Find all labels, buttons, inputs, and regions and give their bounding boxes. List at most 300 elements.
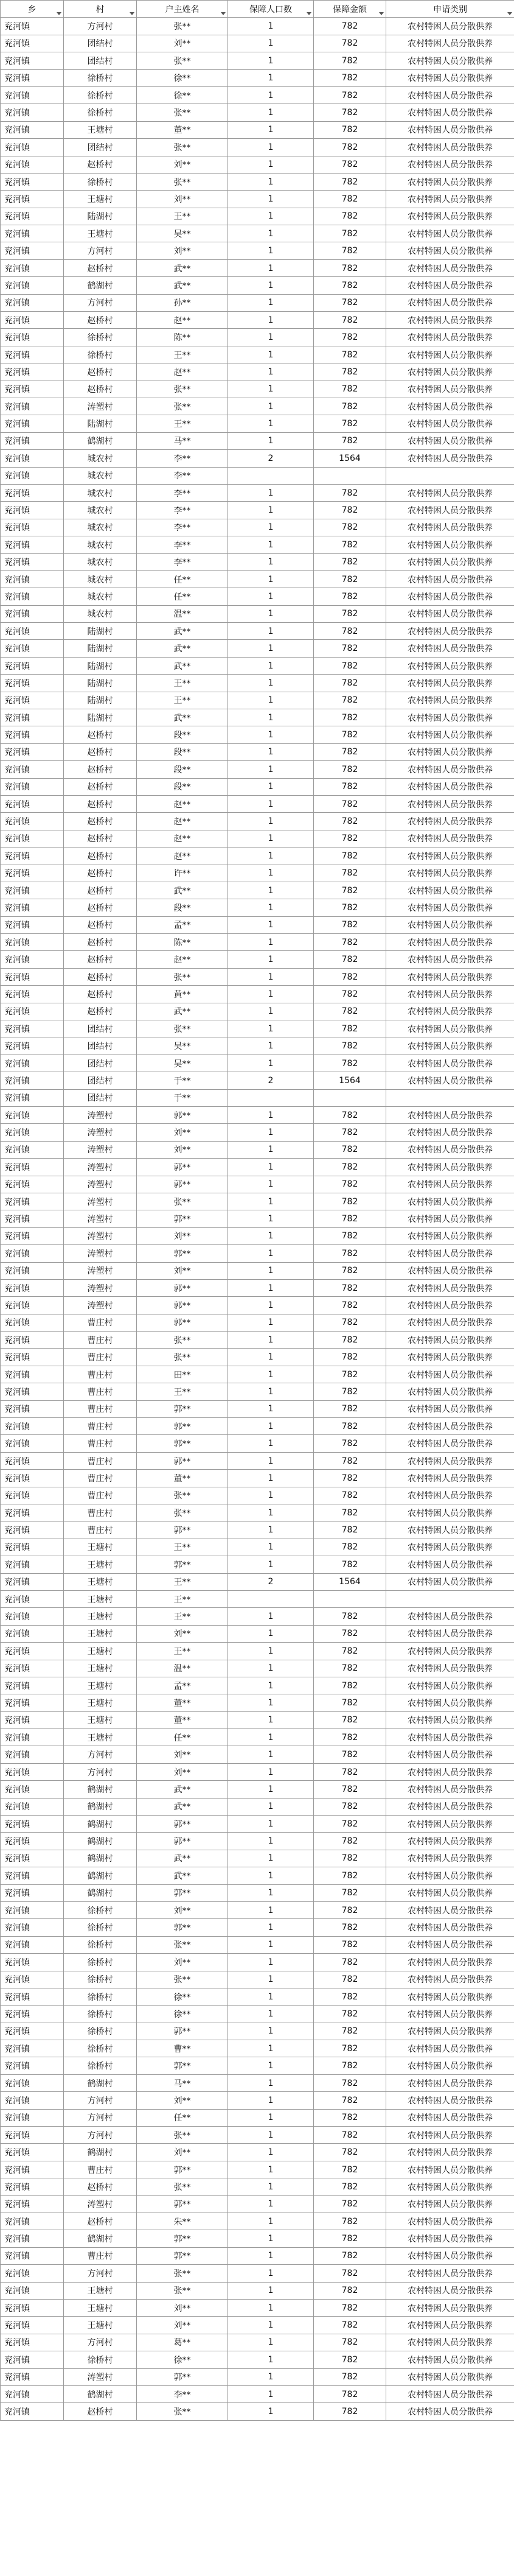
cell-amount[interactable]: 782 bbox=[314, 277, 386, 294]
cell-amount[interactable]: 782 bbox=[314, 570, 386, 588]
cell-amount[interactable]: 782 bbox=[314, 104, 386, 121]
cell-amount[interactable]: 782 bbox=[314, 329, 386, 346]
cell-township[interactable]: 兖河镇 bbox=[1, 1003, 64, 1020]
cell-amount[interactable]: 782 bbox=[314, 502, 386, 519]
cell-persons[interactable]: 1 bbox=[228, 2006, 314, 2023]
cell-persons[interactable]: 1 bbox=[228, 1936, 314, 1953]
cell-village[interactable]: 方河村 bbox=[64, 18, 137, 35]
cell-persons[interactable]: 1 bbox=[228, 2023, 314, 2040]
cell-township[interactable]: 兖河镇 bbox=[1, 467, 64, 484]
cell-village[interactable]: 鹤湖村 bbox=[64, 277, 137, 294]
cell-category[interactable]: 农村特困人员分散供养 bbox=[386, 1003, 514, 1020]
cell-persons[interactable]: 1 bbox=[228, 86, 314, 104]
cell-amount[interactable]: 782 bbox=[314, 553, 386, 570]
cell-category[interactable]: 农村特困人员分散供养 bbox=[386, 1971, 514, 1988]
cell-householder[interactable]: 赵** bbox=[137, 951, 228, 968]
cell-persons[interactable]: 1 bbox=[228, 2109, 314, 2126]
cell-amount[interactable]: 782 bbox=[314, 191, 386, 208]
cell-householder[interactable]: 张** bbox=[137, 139, 228, 156]
cell-householder[interactable]: 王** bbox=[137, 346, 228, 363]
cell-persons[interactable]: 1 bbox=[228, 1660, 314, 1677]
cell-village[interactable]: 团结村 bbox=[64, 139, 137, 156]
cell-village[interactable]: 曹庄村 bbox=[64, 1400, 137, 1417]
cell-township[interactable]: 兖河镇 bbox=[1, 1729, 64, 1746]
cell-category[interactable]: 农村特困人员分散供养 bbox=[386, 502, 514, 519]
cell-persons[interactable]: 1 bbox=[228, 1763, 314, 1780]
cell-township[interactable]: 兖河镇 bbox=[1, 1332, 64, 1349]
cell-township[interactable]: 兖河镇 bbox=[1, 86, 64, 104]
cell-category[interactable]: 农村特困人员分散供养 bbox=[386, 173, 514, 190]
cell-village[interactable]: 徐桥村 bbox=[64, 1936, 137, 1953]
cell-category[interactable]: 农村特困人员分散供养 bbox=[386, 432, 514, 449]
cell-township[interactable]: 兖河镇 bbox=[1, 519, 64, 536]
cell-category[interactable]: 农村特困人员分散供养 bbox=[386, 1781, 514, 1798]
cell-village[interactable]: 赵桥村 bbox=[64, 363, 137, 381]
cell-amount[interactable]: 1564 bbox=[314, 450, 386, 467]
cell-category[interactable]: 农村特困人员分散供养 bbox=[386, 882, 514, 899]
cell-category[interactable]: 农村特困人员分散供养 bbox=[386, 2265, 514, 2282]
filter-dropdown-icon[interactable] bbox=[57, 12, 61, 15]
cell-township[interactable]: 兖河镇 bbox=[1, 2213, 64, 2230]
cell-amount[interactable]: 782 bbox=[314, 1936, 386, 1953]
cell-householder[interactable]: 孟** bbox=[137, 1677, 228, 1694]
cell-category[interactable]: 农村特困人员分散供养 bbox=[386, 692, 514, 709]
cell-category[interactable]: 农村特困人员分散供养 bbox=[386, 1833, 514, 1850]
cell-village[interactable]: 赵桥村 bbox=[64, 968, 137, 985]
cell-amount[interactable]: 782 bbox=[314, 1608, 386, 1625]
cell-householder[interactable]: 于** bbox=[137, 1072, 228, 1089]
column-header-village[interactable] bbox=[64, 1, 137, 18]
cell-householder[interactable]: 郭** bbox=[137, 1245, 228, 1262]
cell-persons[interactable]: 1 bbox=[228, 882, 314, 899]
cell-amount[interactable]: 782 bbox=[314, 18, 386, 35]
cell-householder[interactable]: 温** bbox=[137, 605, 228, 622]
cell-persons[interactable]: 1 bbox=[228, 1176, 314, 1193]
cell-amount[interactable]: 782 bbox=[314, 1210, 386, 1227]
cell-township[interactable]: 兖河镇 bbox=[1, 18, 64, 35]
cell-householder[interactable]: 黄** bbox=[137, 986, 228, 1003]
cell-village[interactable]: 方河村 bbox=[64, 2334, 137, 2351]
cell-village[interactable]: 徐桥村 bbox=[64, 1988, 137, 2005]
cell-persons[interactable]: 1 bbox=[228, 1694, 314, 1711]
cell-persons[interactable]: 1 bbox=[228, 1383, 314, 1400]
cell-township[interactable]: 兖河镇 bbox=[1, 1660, 64, 1677]
cell-category[interactable]: 农村特困人员分散供养 bbox=[386, 1729, 514, 1746]
cell-township[interactable]: 兖河镇 bbox=[1, 830, 64, 847]
cell-township[interactable]: 兖河镇 bbox=[1, 2385, 64, 2402]
cell-persons[interactable]: 1 bbox=[228, 1159, 314, 1176]
cell-category[interactable]: 农村特困人员分散供养 bbox=[386, 588, 514, 605]
cell-amount[interactable]: 782 bbox=[314, 1176, 386, 1193]
cell-persons[interactable]: 1 bbox=[228, 1798, 314, 1815]
cell-category[interactable]: 农村特困人员分散供养 bbox=[386, 156, 514, 173]
cell-householder[interactable]: 郭** bbox=[137, 2247, 228, 2264]
cell-householder[interactable]: 张** bbox=[137, 1504, 228, 1521]
cell-householder[interactable]: 张** bbox=[137, 18, 228, 35]
cell-category[interactable]: 农村特困人员分散供养 bbox=[386, 104, 514, 121]
cell-householder[interactable]: 刘** bbox=[137, 2299, 228, 2316]
cell-householder[interactable]: 朱** bbox=[137, 2213, 228, 2230]
cell-township[interactable]: 兖河镇 bbox=[1, 2247, 64, 2264]
cell-householder[interactable]: 武** bbox=[137, 1003, 228, 1020]
cell-persons[interactable]: 1 bbox=[228, 1677, 314, 1694]
cell-amount[interactable]: 782 bbox=[314, 778, 386, 795]
cell-village[interactable]: 鹤湖村 bbox=[64, 1798, 137, 1815]
cell-category[interactable]: 农村特困人员分散供养 bbox=[386, 1279, 514, 1296]
cell-amount[interactable]: 782 bbox=[314, 916, 386, 933]
cell-amount[interactable]: 782 bbox=[314, 2385, 386, 2402]
cell-category[interactable]: 农村特困人员分散供养 bbox=[386, 934, 514, 951]
cell-amount[interactable]: 782 bbox=[314, 1833, 386, 1850]
cell-village[interactable]: 方河村 bbox=[64, 1746, 137, 1763]
cell-householder[interactable]: 武** bbox=[137, 277, 228, 294]
cell-township[interactable]: 兖河镇 bbox=[1, 692, 64, 709]
cell-category[interactable]: 农村特困人员分散供养 bbox=[386, 450, 514, 467]
cell-amount[interactable]: 782 bbox=[314, 1193, 386, 1210]
cell-category[interactable]: 农村特困人员分散供养 bbox=[386, 1245, 514, 1262]
cell-persons[interactable]: 1 bbox=[228, 2057, 314, 2074]
cell-amount[interactable]: 782 bbox=[314, 2265, 386, 2282]
cell-category[interactable]: 农村特困人员分散供养 bbox=[386, 18, 514, 35]
cell-householder[interactable]: 王** bbox=[137, 208, 228, 225]
cell-township[interactable]: 兖河镇 bbox=[1, 208, 64, 225]
cell-village[interactable]: 陆湖村 bbox=[64, 623, 137, 640]
cell-category[interactable] bbox=[386, 1590, 514, 1607]
cell-householder[interactable]: 武** bbox=[137, 640, 228, 657]
cell-amount[interactable]: 782 bbox=[314, 1227, 386, 1244]
cell-persons[interactable]: 1 bbox=[228, 2040, 314, 2057]
cell-amount[interactable]: 782 bbox=[314, 156, 386, 173]
cell-persons[interactable]: 1 bbox=[228, 934, 314, 951]
cell-persons[interactable]: 1 bbox=[228, 1297, 314, 1314]
cell-amount[interactable]: 782 bbox=[314, 1694, 386, 1711]
cell-householder[interactable]: 刘** bbox=[137, 1901, 228, 1918]
cell-persons[interactable]: 1 bbox=[228, 346, 314, 363]
cell-village[interactable]: 赵桥村 bbox=[64, 381, 137, 398]
cell-persons[interactable]: 1 bbox=[228, 2351, 314, 2368]
cell-amount[interactable]: 782 bbox=[314, 1470, 386, 1487]
cell-township[interactable]: 兖河镇 bbox=[1, 1816, 64, 1833]
cell-category[interactable]: 农村特困人员分散供养 bbox=[386, 2230, 514, 2247]
cell-township[interactable]: 兖河镇 bbox=[1, 1141, 64, 1158]
cell-category[interactable]: 农村特困人员分散供养 bbox=[386, 1556, 514, 1573]
cell-persons[interactable]: 1 bbox=[228, 605, 314, 622]
cell-amount[interactable]: 782 bbox=[314, 1677, 386, 1694]
cell-amount[interactable]: 782 bbox=[314, 1556, 386, 1573]
cell-township[interactable]: 兖河镇 bbox=[1, 312, 64, 329]
cell-village[interactable]: 涛塑村 bbox=[64, 1297, 137, 1314]
cell-village[interactable]: 鹤湖村 bbox=[64, 2385, 137, 2402]
cell-category[interactable]: 农村特困人员分散供养 bbox=[386, 1625, 514, 1642]
cell-village[interactable]: 城农村 bbox=[64, 588, 137, 605]
cell-householder[interactable]: 段** bbox=[137, 761, 228, 778]
cell-township[interactable]: 兖河镇 bbox=[1, 156, 64, 173]
cell-township[interactable]: 兖河镇 bbox=[1, 1349, 64, 1366]
cell-householder[interactable]: 李** bbox=[137, 484, 228, 501]
cell-householder[interactable]: 郭** bbox=[137, 1521, 228, 1539]
cell-category[interactable]: 农村特困人员分散供养 bbox=[386, 259, 514, 276]
cell-category[interactable]: 农村特困人员分散供养 bbox=[386, 778, 514, 795]
cell-category[interactable]: 农村特困人员分散供养 bbox=[386, 2403, 514, 2420]
cell-category[interactable]: 农村特困人员分散供养 bbox=[386, 675, 514, 692]
cell-village[interactable]: 鹤湖村 bbox=[64, 1833, 137, 1850]
cell-amount[interactable]: 782 bbox=[314, 2334, 386, 2351]
cell-persons[interactable]: 1 bbox=[228, 1037, 314, 1055]
cell-township[interactable]: 兖河镇 bbox=[1, 848, 64, 865]
cell-category[interactable]: 农村特困人员分散供养 bbox=[386, 2006, 514, 2023]
cell-amount[interactable]: 782 bbox=[314, 1504, 386, 1521]
cell-amount[interactable]: 782 bbox=[314, 2006, 386, 2023]
cell-village[interactable]: 鹤湖村 bbox=[64, 1850, 137, 1867]
cell-persons[interactable]: 1 bbox=[228, 1107, 314, 1124]
cell-village[interactable]: 王塘村 bbox=[64, 1539, 137, 1556]
cell-village[interactable]: 赵桥村 bbox=[64, 1003, 137, 1020]
cell-amount[interactable]: 782 bbox=[314, 986, 386, 1003]
cell-category[interactable]: 农村特困人员分散供养 bbox=[386, 1954, 514, 1971]
cell-householder[interactable]: 张** bbox=[137, 1487, 228, 1504]
cell-amount[interactable]: 782 bbox=[314, 2230, 386, 2247]
cell-householder[interactable]: 张** bbox=[137, 104, 228, 121]
cell-householder[interactable]: 刘** bbox=[137, 1625, 228, 1642]
cell-persons[interactable]: 1 bbox=[228, 1884, 314, 1901]
cell-village[interactable]: 涛塑村 bbox=[64, 1107, 137, 1124]
cell-amount[interactable]: 782 bbox=[314, 761, 386, 778]
cell-township[interactable]: 兖河镇 bbox=[1, 1072, 64, 1089]
cell-category[interactable]: 农村特困人员分散供养 bbox=[386, 398, 514, 415]
cell-category[interactable]: 农村特困人员分散供养 bbox=[386, 1400, 514, 1417]
cell-persons[interactable]: 1 bbox=[228, 1711, 314, 1728]
cell-category[interactable]: 农村特困人员分散供养 bbox=[386, 86, 514, 104]
cell-persons[interactable]: 1 bbox=[228, 1901, 314, 1918]
cell-amount[interactable]: 782 bbox=[314, 1279, 386, 1296]
cell-category[interactable]: 农村特困人员分散供养 bbox=[386, 1660, 514, 1677]
cell-persons[interactable]: 1 bbox=[228, 2178, 314, 2195]
cell-category[interactable]: 农村特困人员分散供养 bbox=[386, 2144, 514, 2161]
cell-amount[interactable]: 782 bbox=[314, 2023, 386, 2040]
cell-category[interactable]: 农村特困人员分散供养 bbox=[386, 1487, 514, 1504]
cell-persons[interactable]: 1 bbox=[228, 104, 314, 121]
cell-householder[interactable]: 武** bbox=[137, 1798, 228, 1815]
cell-amount[interactable]: 782 bbox=[314, 865, 386, 882]
cell-village[interactable]: 王塘村 bbox=[64, 225, 137, 242]
cell-category[interactable]: 农村特困人员分散供养 bbox=[386, 1936, 514, 1953]
cell-amount[interactable]: 782 bbox=[314, 1798, 386, 1815]
cell-persons[interactable]: 1 bbox=[228, 899, 314, 916]
cell-township[interactable]: 兖河镇 bbox=[1, 1833, 64, 1850]
cell-persons[interactable]: 1 bbox=[228, 1625, 314, 1642]
cell-householder[interactable]: 武** bbox=[137, 709, 228, 726]
cell-category[interactable]: 农村特困人员分散供养 bbox=[386, 1711, 514, 1728]
cell-village[interactable]: 陆湖村 bbox=[64, 692, 137, 709]
cell-township[interactable]: 兖河镇 bbox=[1, 363, 64, 381]
cell-category[interactable]: 农村特困人员分散供养 bbox=[386, 2023, 514, 2040]
cell-householder[interactable]: 任** bbox=[137, 1729, 228, 1746]
cell-village[interactable]: 曹庄村 bbox=[64, 2247, 137, 2264]
cell-amount[interactable]: 782 bbox=[314, 259, 386, 276]
cell-township[interactable]: 兖河镇 bbox=[1, 1037, 64, 1055]
cell-township[interactable]: 兖河镇 bbox=[1, 1470, 64, 1487]
cell-category[interactable]: 农村特困人员分散供养 bbox=[386, 605, 514, 622]
cell-householder[interactable]: 郭** bbox=[137, 1400, 228, 1417]
cell-township[interactable]: 兖河镇 bbox=[1, 2368, 64, 2385]
cell-amount[interactable]: 782 bbox=[314, 2282, 386, 2299]
cell-householder[interactable]: 刘** bbox=[137, 1262, 228, 1279]
cell-householder[interactable]: 郭** bbox=[137, 1418, 228, 1435]
cell-amount[interactable]: 782 bbox=[314, 709, 386, 726]
cell-amount[interactable]: 782 bbox=[314, 743, 386, 760]
cell-householder[interactable]: 董** bbox=[137, 1694, 228, 1711]
cell-householder[interactable]: 赵** bbox=[137, 795, 228, 812]
cell-householder[interactable]: 武** bbox=[137, 882, 228, 899]
cell-householder[interactable]: 武** bbox=[137, 1781, 228, 1798]
cell-village[interactable]: 涛塑村 bbox=[64, 1245, 137, 1262]
cell-householder[interactable]: 张** bbox=[137, 398, 228, 415]
cell-persons[interactable]: 1 bbox=[228, 1193, 314, 1210]
cell-village[interactable]: 方河村 bbox=[64, 2127, 137, 2144]
cell-category[interactable]: 农村特困人员分散供养 bbox=[386, 1470, 514, 1487]
cell-township[interactable]: 兖河镇 bbox=[1, 813, 64, 830]
cell-amount[interactable]: 782 bbox=[314, 536, 386, 553]
cell-village[interactable]: 王塘村 bbox=[64, 1677, 137, 1694]
cell-householder[interactable]: 徐** bbox=[137, 2006, 228, 2023]
cell-township[interactable]: 兖河镇 bbox=[1, 1159, 64, 1176]
cell-category[interactable]: 农村特困人员分散供养 bbox=[386, 1988, 514, 2005]
cell-category[interactable]: 农村特困人员分散供养 bbox=[386, 2040, 514, 2057]
cell-category[interactable]: 农村特困人员分散供养 bbox=[386, 1573, 514, 1590]
cell-amount[interactable]: 782 bbox=[314, 2247, 386, 2264]
cell-category[interactable]: 农村特困人员分散供养 bbox=[386, 1124, 514, 1141]
cell-persons[interactable]: 1 bbox=[228, 657, 314, 674]
cell-category[interactable]: 农村特困人员分散供养 bbox=[386, 2317, 514, 2334]
cell-village[interactable]: 团结村 bbox=[64, 35, 137, 52]
cell-persons[interactable]: 1 bbox=[228, 709, 314, 726]
cell-township[interactable]: 兖河镇 bbox=[1, 381, 64, 398]
cell-persons[interactable]: 2 bbox=[228, 1573, 314, 1590]
cell-amount[interactable]: 782 bbox=[314, 363, 386, 381]
cell-persons[interactable]: 1 bbox=[228, 2368, 314, 2385]
filter-dropdown-icon[interactable] bbox=[507, 12, 512, 15]
cell-category[interactable]: 农村特困人员分散供养 bbox=[386, 2213, 514, 2230]
cell-township[interactable]: 兖河镇 bbox=[1, 1020, 64, 1037]
cell-persons[interactable]: 1 bbox=[228, 2213, 314, 2230]
cell-township[interactable]: 兖河镇 bbox=[1, 951, 64, 968]
cell-amount[interactable]: 782 bbox=[314, 1711, 386, 1728]
cell-householder[interactable]: 郭** bbox=[137, 1159, 228, 1176]
cell-village[interactable]: 徐桥村 bbox=[64, 69, 137, 86]
cell-householder[interactable]: 郭** bbox=[137, 1107, 228, 1124]
cell-category[interactable]: 农村特困人员分散供养 bbox=[386, 536, 514, 553]
cell-persons[interactable]: 1 bbox=[228, 1487, 314, 1504]
cell-amount[interactable]: 782 bbox=[314, 1141, 386, 1158]
cell-householder[interactable]: 王** bbox=[137, 1383, 228, 1400]
cell-amount[interactable]: 782 bbox=[314, 1383, 386, 1400]
cell-category[interactable]: 农村特困人员分散供养 bbox=[386, 1020, 514, 1037]
cell-village[interactable]: 赵桥村 bbox=[64, 2178, 137, 2195]
cell-township[interactable]: 兖河镇 bbox=[1, 553, 64, 570]
cell-householder[interactable]: 张** bbox=[137, 2403, 228, 2420]
cell-township[interactable]: 兖河镇 bbox=[1, 1971, 64, 1988]
cell-township[interactable]: 兖河镇 bbox=[1, 1850, 64, 1867]
cell-township[interactable]: 兖河镇 bbox=[1, 986, 64, 1003]
cell-persons[interactable] bbox=[228, 1089, 314, 1106]
cell-village[interactable]: 涛塑村 bbox=[64, 398, 137, 415]
cell-township[interactable]: 兖河镇 bbox=[1, 242, 64, 259]
cell-village[interactable]: 赵桥村 bbox=[64, 778, 137, 795]
cell-persons[interactable]: 1 bbox=[228, 1210, 314, 1227]
cell-householder[interactable]: 刘** bbox=[137, 1141, 228, 1158]
cell-persons[interactable]: 1 bbox=[228, 1954, 314, 1971]
cell-amount[interactable]: 782 bbox=[314, 1314, 386, 1331]
cell-persons[interactable]: 1 bbox=[228, 398, 314, 415]
cell-village[interactable]: 王塘村 bbox=[64, 2317, 137, 2334]
cell-persons[interactable]: 1 bbox=[228, 1781, 314, 1798]
cell-amount[interactable]: 782 bbox=[314, 2109, 386, 2126]
cell-persons[interactable] bbox=[228, 467, 314, 484]
cell-householder[interactable]: 吴** bbox=[137, 1037, 228, 1055]
cell-village[interactable]: 王塘村 bbox=[64, 1590, 137, 1607]
cell-amount[interactable]: 782 bbox=[314, 2213, 386, 2230]
cell-householder[interactable]: 郭** bbox=[137, 1314, 228, 1331]
cell-township[interactable]: 兖河镇 bbox=[1, 2195, 64, 2213]
cell-village[interactable]: 王塘村 bbox=[64, 1660, 137, 1677]
cell-amount[interactable]: 782 bbox=[314, 882, 386, 899]
cell-householder[interactable]: 李** bbox=[137, 450, 228, 467]
cell-persons[interactable]: 1 bbox=[228, 761, 314, 778]
cell-persons[interactable]: 1 bbox=[228, 1227, 314, 1244]
cell-householder[interactable]: 董** bbox=[137, 1470, 228, 1487]
cell-amount[interactable]: 782 bbox=[314, 2057, 386, 2074]
cell-persons[interactable]: 1 bbox=[228, 968, 314, 985]
cell-persons[interactable]: 1 bbox=[228, 1470, 314, 1487]
cell-amount[interactable]: 782 bbox=[314, 1400, 386, 1417]
cell-householder[interactable]: 张** bbox=[137, 2127, 228, 2144]
cell-village[interactable]: 王塘村 bbox=[64, 2299, 137, 2316]
cell-persons[interactable]: 1 bbox=[228, 18, 314, 35]
cell-householder[interactable]: 刘** bbox=[137, 2317, 228, 2334]
cell-village[interactable]: 陆湖村 bbox=[64, 208, 137, 225]
cell-category[interactable]: 农村特困人员分散供养 bbox=[386, 1539, 514, 1556]
cell-category[interactable]: 农村特困人员分散供养 bbox=[386, 795, 514, 812]
cell-village[interactable]: 涛塑村 bbox=[64, 1159, 137, 1176]
cell-category[interactable]: 农村特困人员分散供养 bbox=[386, 2334, 514, 2351]
cell-householder[interactable]: 马** bbox=[137, 2074, 228, 2091]
cell-township[interactable]: 兖河镇 bbox=[1, 1055, 64, 1072]
cell-householder[interactable]: 李** bbox=[137, 467, 228, 484]
cell-amount[interactable]: 782 bbox=[314, 813, 386, 830]
cell-persons[interactable]: 1 bbox=[228, 1400, 314, 1417]
cell-village[interactable]: 陆湖村 bbox=[64, 709, 137, 726]
cell-category[interactable]: 农村特困人员分散供养 bbox=[386, 951, 514, 968]
cell-township[interactable]: 兖河镇 bbox=[1, 1608, 64, 1625]
cell-category[interactable]: 农村特困人员分散供养 bbox=[386, 1850, 514, 1867]
cell-village[interactable]: 城农村 bbox=[64, 605, 137, 622]
cell-village[interactable]: 王塘村 bbox=[64, 1573, 137, 1590]
cell-township[interactable]: 兖河镇 bbox=[1, 1556, 64, 1573]
cell-amount[interactable]: 782 bbox=[314, 1245, 386, 1262]
cell-village[interactable]: 赵桥村 bbox=[64, 312, 137, 329]
cell-township[interactable]: 兖河镇 bbox=[1, 35, 64, 52]
cell-amount[interactable]: 782 bbox=[314, 2144, 386, 2161]
cell-persons[interactable]: 1 bbox=[228, 2230, 314, 2247]
cell-householder[interactable]: 郭** bbox=[137, 2023, 228, 2040]
cell-householder[interactable]: 郭** bbox=[137, 2161, 228, 2178]
cell-householder[interactable]: 郭** bbox=[137, 2230, 228, 2247]
cell-category[interactable]: 农村特困人员分散供养 bbox=[386, 1176, 514, 1193]
cell-category[interactable]: 农村特困人员分散供养 bbox=[386, 1504, 514, 1521]
cell-persons[interactable]: 1 bbox=[228, 623, 314, 640]
cell-township[interactable]: 兖河镇 bbox=[1, 1366, 64, 1383]
cell-persons[interactable]: 1 bbox=[228, 381, 314, 398]
